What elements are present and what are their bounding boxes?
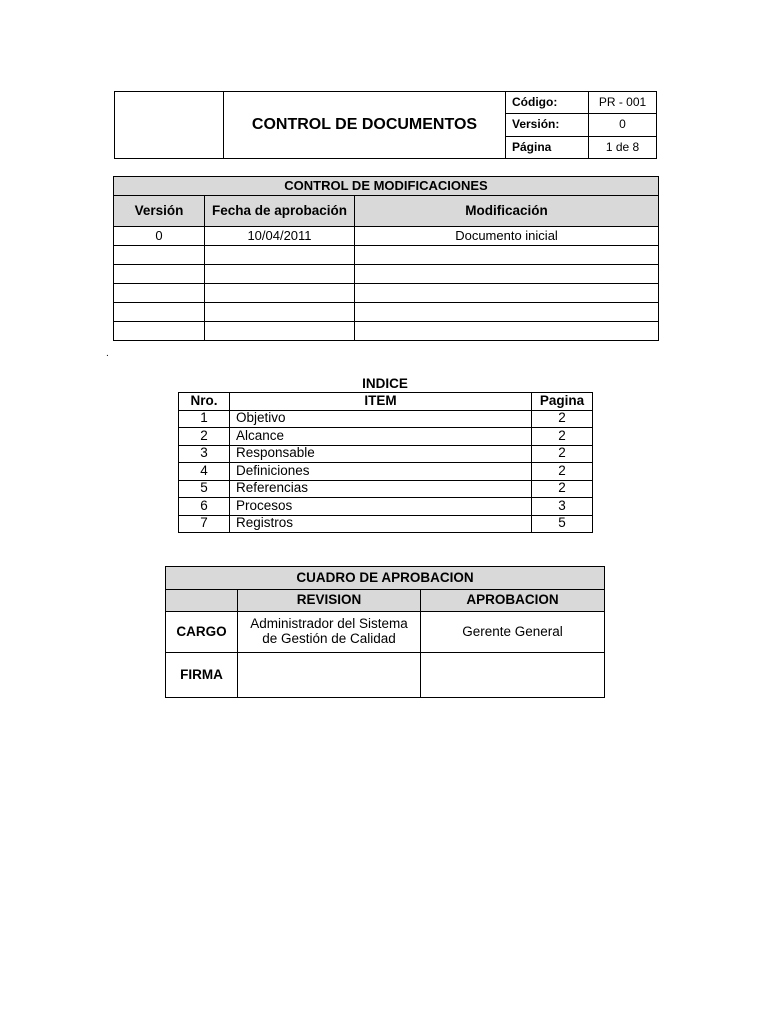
table-row <box>179 428 593 446</box>
index-nro: 6 <box>179 498 230 516</box>
index-title: INDICE <box>362 376 408 391</box>
index-item: Responsable <box>230 445 532 463</box>
table-row <box>114 227 659 246</box>
col-aprobacion: APROBACION <box>421 590 605 612</box>
col-item: ITEM <box>230 393 532 411</box>
index-pagina: 3 <box>532 498 593 516</box>
logo-placeholder <box>115 92 224 159</box>
col-pagina: Pagina <box>532 393 593 411</box>
approval-title: CUADRO DE APROBACION <box>166 567 605 590</box>
pagina-label: Página <box>506 137 589 159</box>
firma-aprobacion-field[interactable] <box>421 653 605 698</box>
cargo-label: CARGO <box>166 612 238 653</box>
row-fecha: 10/04/2011 <box>205 227 355 246</box>
table-row <box>179 515 593 533</box>
cargo-revision: Administrador del Sistema de Gestión de Calidad <box>238 612 421 653</box>
index-item: Definiciones <box>230 463 532 481</box>
index-table <box>178 392 593 533</box>
firma-label: FIRMA <box>166 653 238 698</box>
row-modificacion: Documento inicial <box>355 227 659 246</box>
codigo-value: PR - 001 <box>589 92 657 114</box>
table-row <box>179 445 593 463</box>
cargo-aprobacion: Gerente General <box>421 612 605 653</box>
table-row <box>179 410 593 428</box>
index-pagina: 2 <box>532 480 593 498</box>
col-fecha: Fecha de aprobación <box>205 196 355 227</box>
col-version: Versión <box>114 196 205 227</box>
col-modificacion: Modificación <box>355 196 659 227</box>
index-nro: 1 <box>179 410 230 428</box>
col-nro: Nro. <box>179 393 230 411</box>
index-nro: 3 <box>179 445 230 463</box>
table-row <box>179 463 593 481</box>
table-row <box>114 303 659 322</box>
table-row <box>179 480 593 498</box>
table-row <box>114 265 659 284</box>
table-row <box>114 284 659 303</box>
stray-mark: . <box>106 348 109 359</box>
modifications-title: CONTROL DE MODIFICACIONES <box>114 177 659 196</box>
table-row <box>179 498 593 516</box>
modifications-table <box>113 176 659 341</box>
index-nro: 7 <box>179 515 230 533</box>
index-pagina: 2 <box>532 410 593 428</box>
document-header <box>114 91 657 159</box>
firma-revision-field[interactable] <box>238 653 421 698</box>
index-nro: 2 <box>179 428 230 446</box>
version-label: Versión: <box>506 114 589 137</box>
index-item: Registros <box>230 515 532 533</box>
table-row <box>114 322 659 341</box>
index-item: Referencias <box>230 480 532 498</box>
index-pagina: 2 <box>532 463 593 481</box>
index-item: Procesos <box>230 498 532 516</box>
index-nro: 5 <box>179 480 230 498</box>
document-title: CONTROL DE DOCUMENTOS <box>224 92 506 159</box>
approval-table <box>165 566 605 698</box>
index-item: Alcance <box>230 428 532 446</box>
index-pagina: 2 <box>532 428 593 446</box>
version-value: 0 <box>589 114 657 137</box>
pagina-value: 1 de 8 <box>589 137 657 159</box>
index-pagina: 2 <box>532 445 593 463</box>
row-version: 0 <box>114 227 205 246</box>
index-pagina: 5 <box>532 515 593 533</box>
index-nro: 4 <box>179 463 230 481</box>
table-row <box>114 246 659 265</box>
index-item: Objetivo <box>230 410 532 428</box>
approval-corner <box>166 590 238 612</box>
codigo-label: Código: <box>506 92 589 114</box>
col-revision: REVISION <box>238 590 421 612</box>
